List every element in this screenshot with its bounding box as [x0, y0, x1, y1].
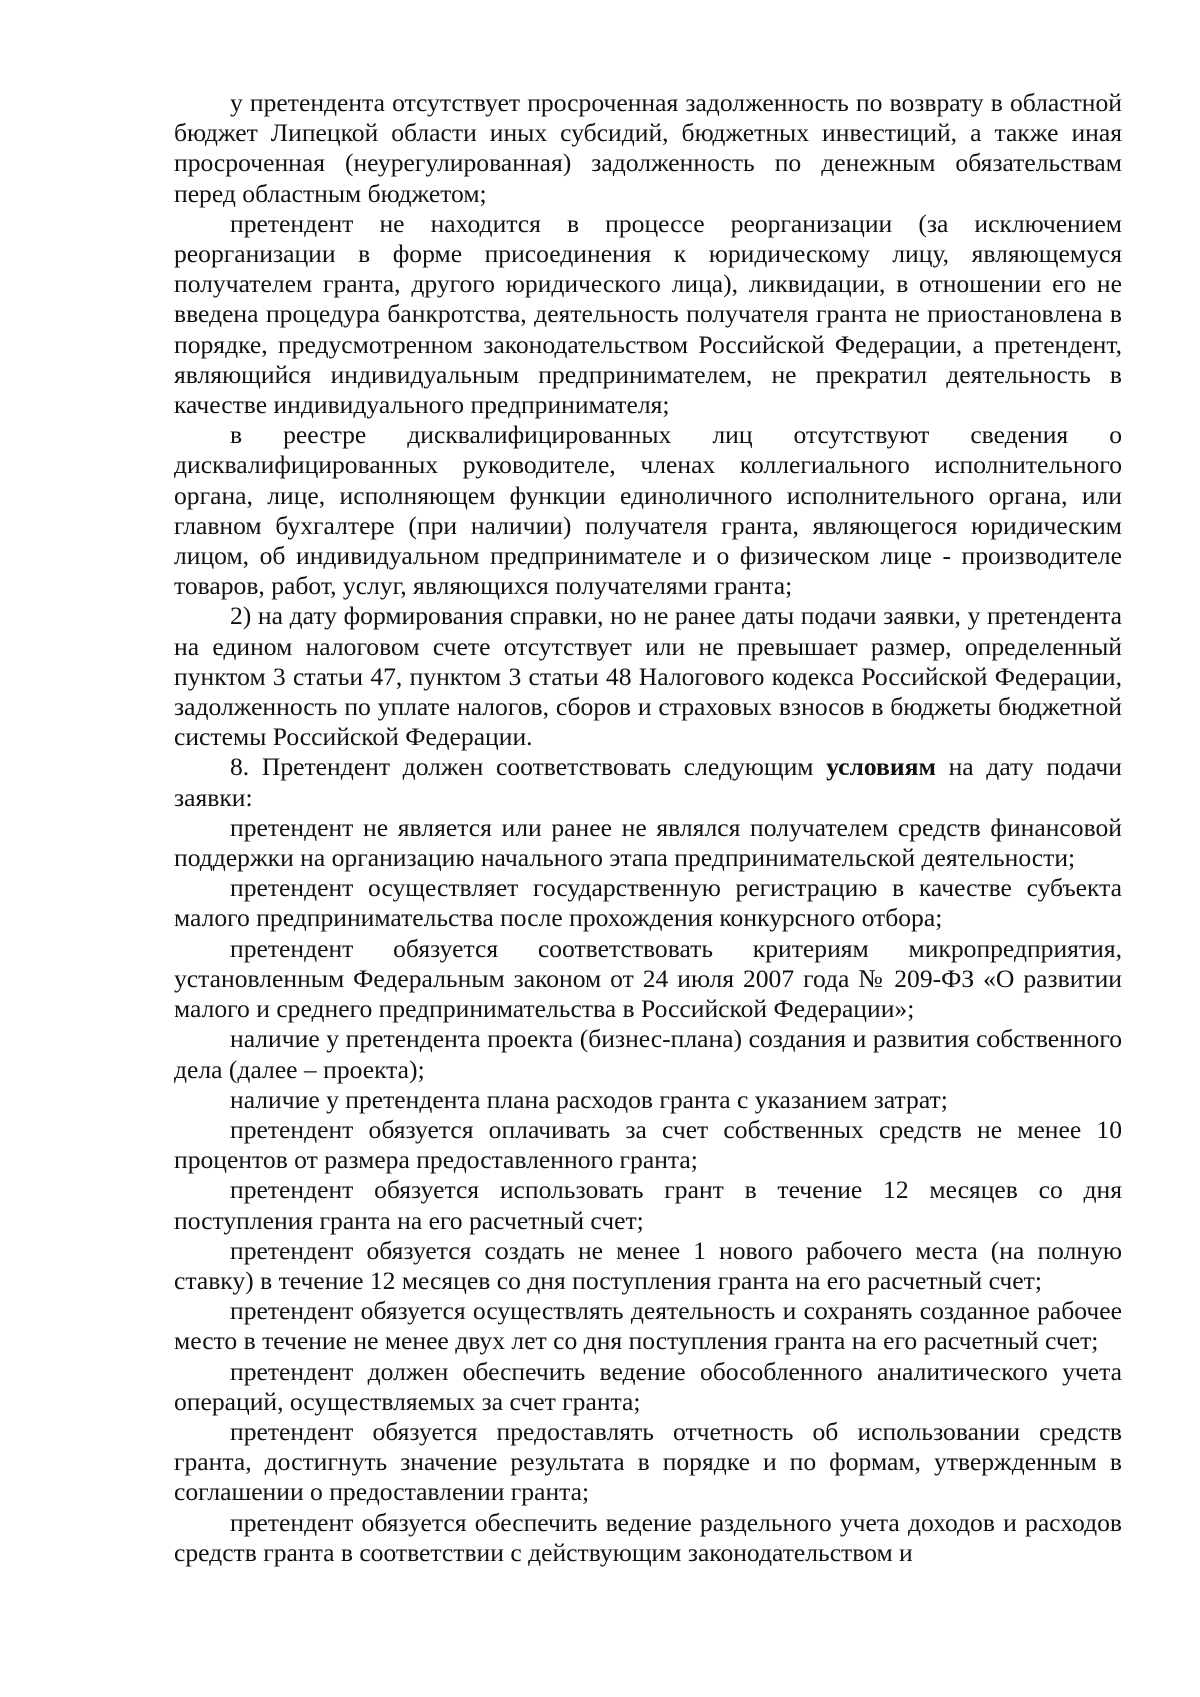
condition-paragraph: претендент обязуется использовать грант в течение 12 месяцев со дня поступления гранта на его расчетный счет; [174, 1175, 1122, 1235]
condition-paragraph: претендент не является или ранее не являлся получателем средств финансовой поддержки на организацию начального этапа предпринимательской деятельности; [174, 812, 1122, 873]
condition-paragraph: претендент обязуется обеспечить ведение раздельного учета доходов и расходов средств гранта в соответствии с действующим законодательством и [174, 1507, 1122, 1567]
condition-paragraph: претендент обязуется соответствовать критериям микропредприятия, установленным Федеральным законом от 24 июля 2007 года № 209-ФЗ «О развитии малого и среднего предпринимательства в Российской Федерации»; [174, 933, 1122, 1024]
item-8-text-end: на дату подачи заявки: [174, 752, 1122, 812]
condition-paragraph: претендент обязуется предоставлять отчетность об использовании средств гранта, достигнуть значение результата в порядке и по формам, утвержденным в соглашении о предоставлении гранта; [174, 1416, 1122, 1507]
paragraph: у претендента отсутствует просроченная задолженность по возврату в областной бюджет Липецкой области иных субсидий, бюджетных инвестиций, а также иная просроченная (неурегулированная) задолженность по денежным обязательствам перед областным бюджетом; [174, 88, 1122, 208]
paragraph: претендент не находится в процессе реорганизации (за исключением реорганизации в форме присоединения к юридическому лицу, являющемуся получателем гранта, другого юридического лица), ликвидации, в отношении его не введена процедура банкротства, деятельность получателя гранта не приостановлена в порядке, предусмотренном законодательством Российской Федерации, а претендент, являющийся индивидуальным предпринимателем, не прекратил деятельность в качестве индивидуального предпринимателя; [174, 208, 1122, 420]
item-8-paragraph [174, 752, 1122, 812]
condition-paragraph: наличие у претендента проекта (бизнес-плана) создания и развития собственного дела (далее – проекта); [174, 1024, 1122, 1084]
item-8-text-start: 8. Претендент должен соответствовать следующим [230, 752, 827, 782]
condition-paragraph: претендент обязуется оплачивать за счет собственных средств не менее 10 процентов от размера предоставленного гранта; [174, 1114, 1122, 1175]
item-8-bold-term: условиям [826, 752, 936, 782]
document-page [174, 88, 1122, 1568]
paragraph: в реестре дисквалифицированных лиц отсутствуют сведения о дисквалифицированных руководителе, членах коллегиального исполнительного органа, лице, исполняющем функции единоличного исполнительного органа, или главном бухгалтере (при наличии) получателя гранта, являющегося юридическим лицом, об индивидуальном предпринимателе и о физическом лице - производителе товаров, работ, услуг, являющихся получателями гранта; [174, 420, 1122, 601]
condition-paragraph: наличие у претендента плана расходов гранта с указанием затрат; [230, 1084, 948, 1114]
condition-paragraph: претендент должен обеспечить ведение обособленного аналитического учета операций, осуществляемых за счет гранта; [174, 1356, 1122, 1416]
condition-paragraph: претендент обязуется создать не менее 1 нового рабочего места (на полную ставку) в течение 12 месяцев со дня поступления гранта на его расчетный счет; [174, 1235, 1122, 1295]
paragraph: 2) на дату формирования справки, но не ранее даты подачи заявки, у претендента на едином налоговом счете отсутствует или не превышает размер, определенный пунктом 3 статьи 47, пунктом 3 статьи 48 Налогового кодекса Российской Федерации, задолженность по уплате налогов, сборов и страховых взносов в бюджеты бюджетной системы Российской Федерации. [174, 601, 1122, 752]
condition-paragraph: претендент обязуется осуществлять деятельность и сохранять созданное рабочее место в течение не менее двух лет со дня поступления гранта на его расчетный счет; [174, 1296, 1122, 1356]
condition-paragraph: претендент осуществляет государственную регистрацию в качестве субъекта малого предпринимательства после прохождения конкурсного отбора; [174, 873, 1122, 933]
